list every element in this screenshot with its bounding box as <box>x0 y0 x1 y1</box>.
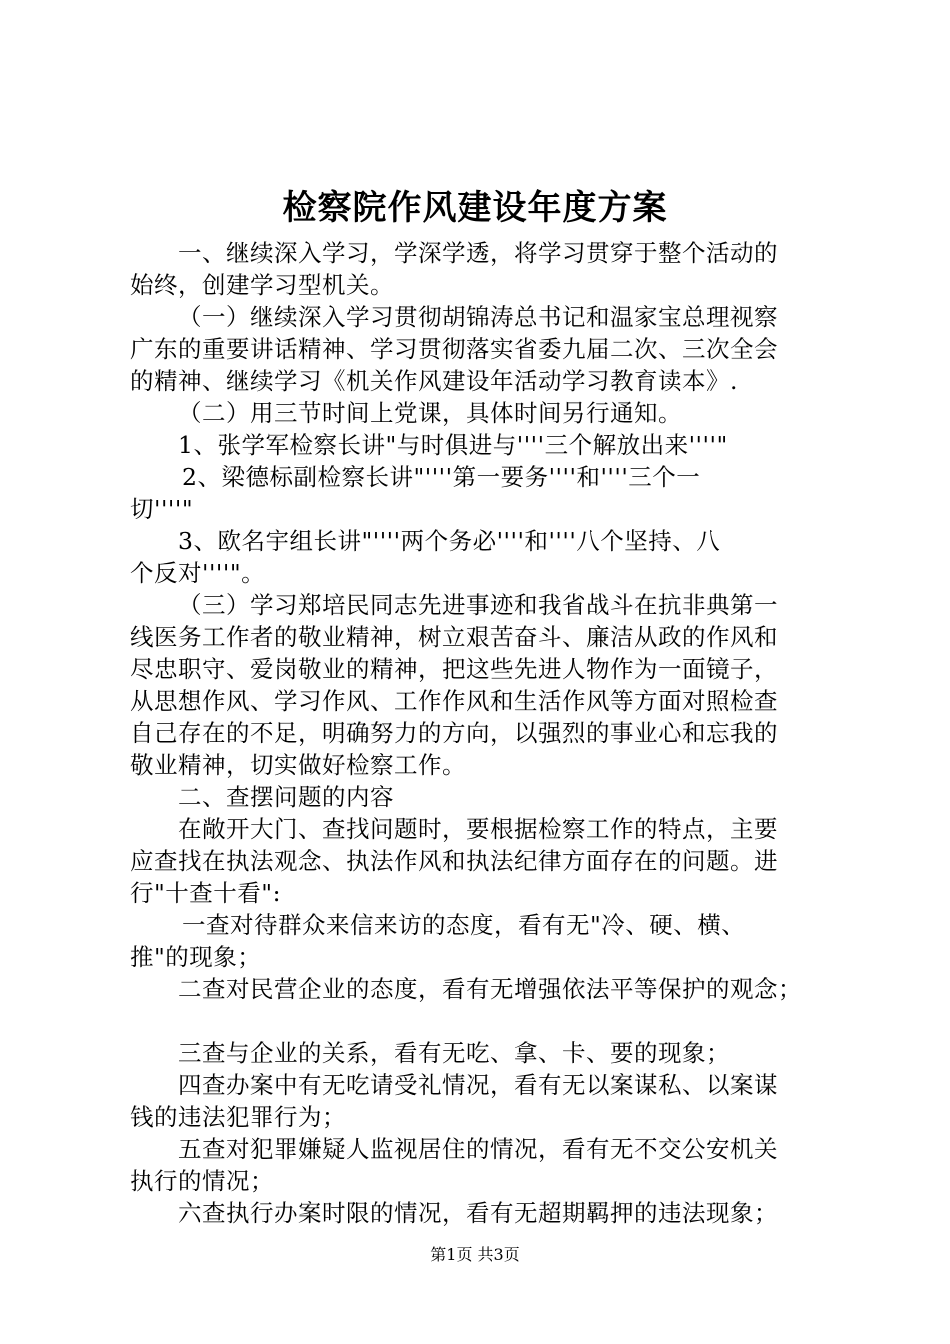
body-line: 广东的重要讲话精神、学习贯彻落实省委九届二次、三次全会 <box>130 335 778 363</box>
page-footer: 第1页 共3页 <box>430 1245 520 1264</box>
body-line: （三）学习郑培民同志先进事迹和我省战斗在抗非典第一 <box>178 591 778 619</box>
body-line: 一查对待群众来信来访的态度，看有无"冷、硬、横、 <box>182 911 746 939</box>
body-line: 线医务工作者的敬业精神，树立艰苦奋斗、廉洁从政的作风和 <box>130 623 778 651</box>
body-line: 一、继续深入学习，学深学透，将学习贯穿于整个活动的 <box>178 239 778 267</box>
body-line: 二查对民营企业的态度，看有无增强依法平等保护的观念； <box>178 975 802 1003</box>
body-line: 切''''" <box>130 495 194 523</box>
body-line: 推"的现象； <box>130 943 262 971</box>
body-line: 执行的情况； <box>130 1167 274 1195</box>
body-line: 行"十查十看": <box>130 879 282 907</box>
body-line: 六查执行办案时限的情况，看有无超期羁押的违法现象； <box>178 1199 778 1227</box>
body-line: 1、张学军检察长讲"与时俱进与''''三个解放出来''''" <box>178 431 728 459</box>
body-line: （二）用三节时间上党课，具体时间另行通知。 <box>178 399 682 427</box>
section-heading: 二、查摆问题的内容 <box>178 783 394 811</box>
body-line: 自己存在的不足，明确努力的方向，以强烈的事业心和忘我的 <box>130 719 778 747</box>
body-line: 敬业精神，切实做好检察工作。 <box>130 751 466 779</box>
document-title: 检察院作风建设年度方案 <box>282 188 668 228</box>
body-line: 在敞开大门、查找问题时，要根据检察工作的特点，主要 <box>178 815 778 843</box>
body-line: 五查对犯罪嫌疑人监视居住的情况，看有无不交公安机关 <box>178 1135 778 1163</box>
body-line: 始终，创建学习型机关。 <box>130 271 394 299</box>
body-line: 尽忠职守、爱岗敬业的精神，把这些先进人物作为一面镜子， <box>130 655 778 683</box>
body-line: 钱的违法犯罪行为； <box>130 1103 346 1131</box>
body-line: 个反对''''"。 <box>130 559 266 587</box>
body-line: 四查办案中有无吃请受礼情况，看有无以案谋私、以案谋 <box>178 1071 778 1099</box>
body-line: （一）继续深入学习贯彻胡锦涛总书记和温家宝总理视察 <box>178 303 778 331</box>
body-line: 三查与企业的关系，看有无吃、拿、卡、要的现象； <box>178 1039 730 1067</box>
body-line: 3、欧名宇组长讲"''''两个务必''''和''''八个坚持、八 <box>178 527 721 555</box>
body-line: 应查找在执法观念、执法作风和执法纪律方面存在的问题。进 <box>130 847 778 875</box>
body-line: 的精神、继续学习《机关作风建设年活动学习教育读本》. <box>130 367 738 395</box>
body-line: 从思想作风、学习作风、工作作风和生活作风等方面对照检查 <box>130 687 778 715</box>
body-line: 2、梁德标副检察长讲"''''第一要务''''和''''三个一 <box>182 463 701 491</box>
